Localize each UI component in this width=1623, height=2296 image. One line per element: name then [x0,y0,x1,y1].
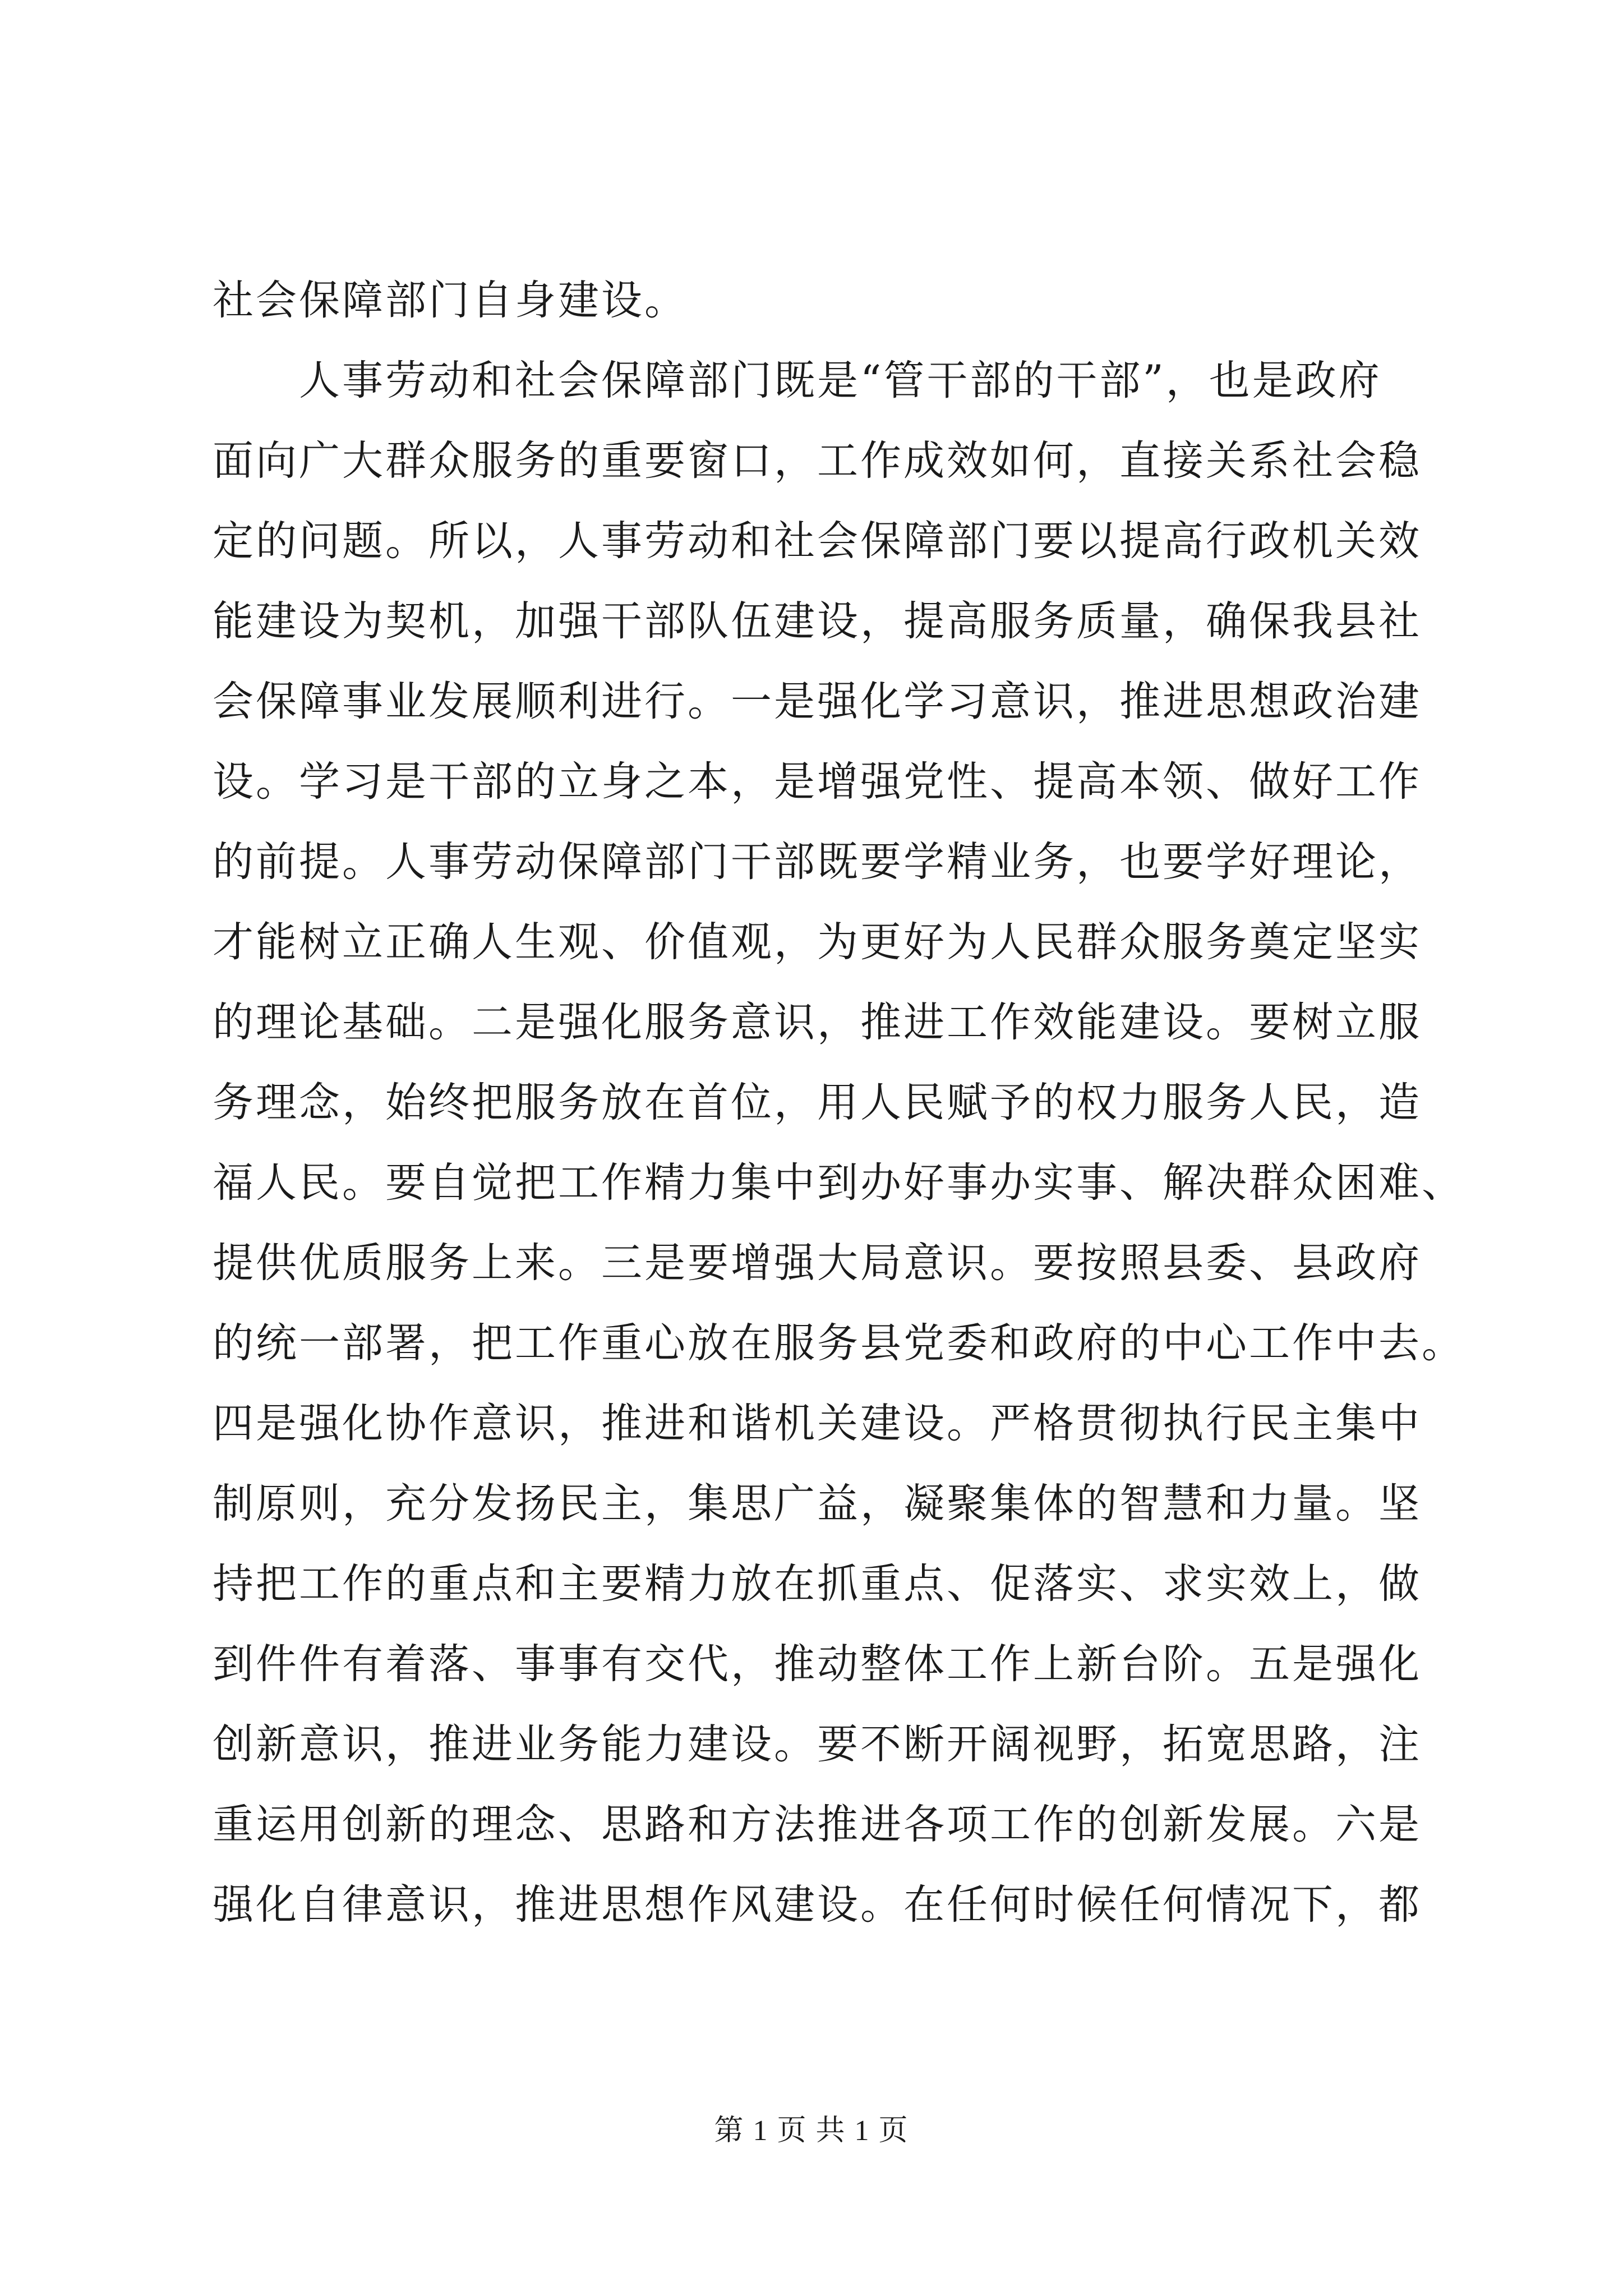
body-text [213,260,1465,1945]
text-line: 能建设为契机，加强干部队伍建设，提高服务质量，确保我县社 [213,597,1422,645]
text-line: 设。学习是干部的立身之本，是增强党性、提高本领、做好工作 [213,758,1422,806]
text-line: 四是强化协作意识，推进和谐机关建设。严格贯彻执行民主集中 [213,1400,1422,1447]
text-line: 务理念，始终把服务放在首位，用人民赋予的权力服务人民，造 [213,1079,1422,1126]
text-line: 会保障事业发展顺利进行。一是强化学习意识，推进思想政治建 [213,678,1422,725]
text-line: 才能树立正确人生观、价值观，为更好为人民群众服务奠定坚实 [213,918,1422,966]
text-line: 提供优质服务上来。三是要增强大局意识。要按照县委、县政府 [213,1239,1422,1287]
text-line: 重运用创新的理念、思路和方法推进各项工作的创新发展。六是 [213,1801,1422,1848]
text-line: 社会保障部门自身建设。 [213,277,688,324]
paragraph-first-line: 人事劳动和社会保障部门既是“管干部的干部”，也是政府 [299,357,1382,404]
text-line: 的前提。人事劳动保障部门干部既要学精业务，也要学好理论， [213,838,1422,886]
text-line: 的理论基础。二是强化服务意识，推进工作效能建设。要树立服 [213,999,1422,1046]
page-footer: 第 1 页 共 1 页 [714,2115,909,2147]
text-line: 创新意识，推进业务能力建设。要不断开阔视野，拓宽思路，注 [213,1720,1422,1768]
text-line: 福人民。要自觉把工作精力集中到办好事办实事、解决群众困难、 [213,1159,1465,1207]
text-line: 的统一部署，把工作重心放在服务县党委和政府的中心工作中去。 [213,1319,1465,1367]
text-line: 强化自律意识，推进思想作风建设。在任何时候任何情况下，都 [213,1881,1422,1929]
text-line: 持把工作的重点和主要精力放在抓重点、促落实、求实效上，做 [213,1560,1422,1608]
text-line: 到件件有着落、事事有交代，推动整体工作上新台阶。五是强化 [213,1640,1422,1688]
text-line: 定的问题。所以，人事劳动和社会保障部门要以提高行政机关效 [213,517,1422,565]
text-line: 面向广大群众服务的重要窗口，工作成效如何，直接关系社会稳 [213,437,1422,485]
text-line: 制原则，充分发扬民主，集思广益，凝聚集体的智慧和力量。坚 [213,1480,1422,1527]
